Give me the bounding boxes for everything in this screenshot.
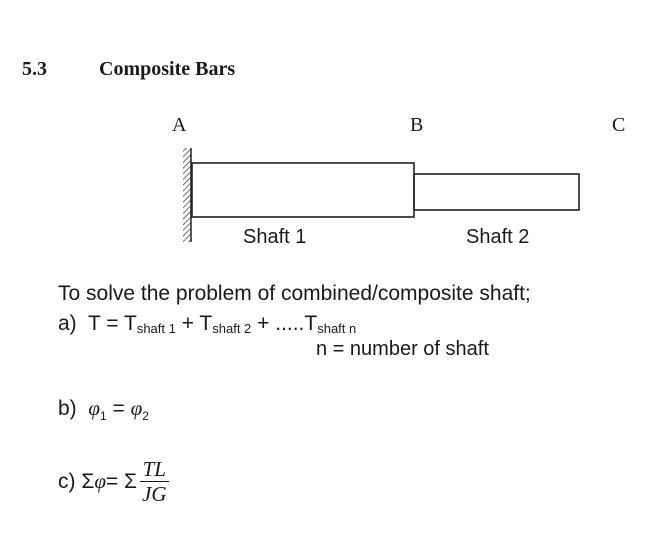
sigma-symbol: Σ — [81, 469, 95, 493]
eq-a-sub1: shaft 1 — [136, 321, 176, 336]
equation-c — [58, 458, 170, 505]
shaft-1-label: Shaft 1 — [243, 226, 307, 248]
eq-a-lhs: T = T — [87, 312, 137, 335]
eq-a-prefix: a) — [58, 312, 77, 335]
fraction-numerator: TL — [140, 458, 169, 482]
eq-b-equals: = — [106, 397, 131, 420]
shaft-2-label: Shaft 2 — [466, 226, 530, 248]
section-title: Composite Bars — [99, 58, 236, 80]
equation-a — [58, 312, 356, 336]
eq-a-plus2: + .....T — [251, 312, 318, 335]
fixed-wall-support — [183, 148, 191, 242]
eq-b-sub2: 2 — [142, 409, 149, 424]
point-a-label: A — [172, 114, 187, 136]
eq-b-sub1: 1 — [99, 409, 107, 424]
eq-a-plus1: + T — [175, 312, 213, 335]
shaft-2-rect — [414, 174, 579, 210]
eq-a-sub2: shaft 2 — [212, 321, 252, 336]
intro-text: To solve the problem of combined/composite shaft; — [58, 282, 531, 305]
point-b-label: B — [410, 114, 424, 136]
eq-c-equals-sigma: = Σ — [105, 469, 138, 493]
section-number: 5.3 — [22, 58, 47, 80]
equation-b — [58, 396, 149, 423]
eq-a-subn: shaft n — [317, 321, 357, 336]
fraction — [139, 458, 170, 505]
phi-symbol: φ — [88, 396, 100, 420]
eq-b-prefix: b) — [58, 397, 77, 420]
fraction-denominator: JG — [142, 482, 167, 507]
point-c-label: C — [612, 114, 626, 136]
shaft-1-rect — [192, 163, 414, 217]
shaft-count-note: n = number of shaft — [316, 338, 489, 360]
eq-c-prefix: c) — [58, 469, 76, 493]
phi-symbol: φ — [130, 396, 143, 420]
phi-symbol: φ — [94, 469, 106, 494]
